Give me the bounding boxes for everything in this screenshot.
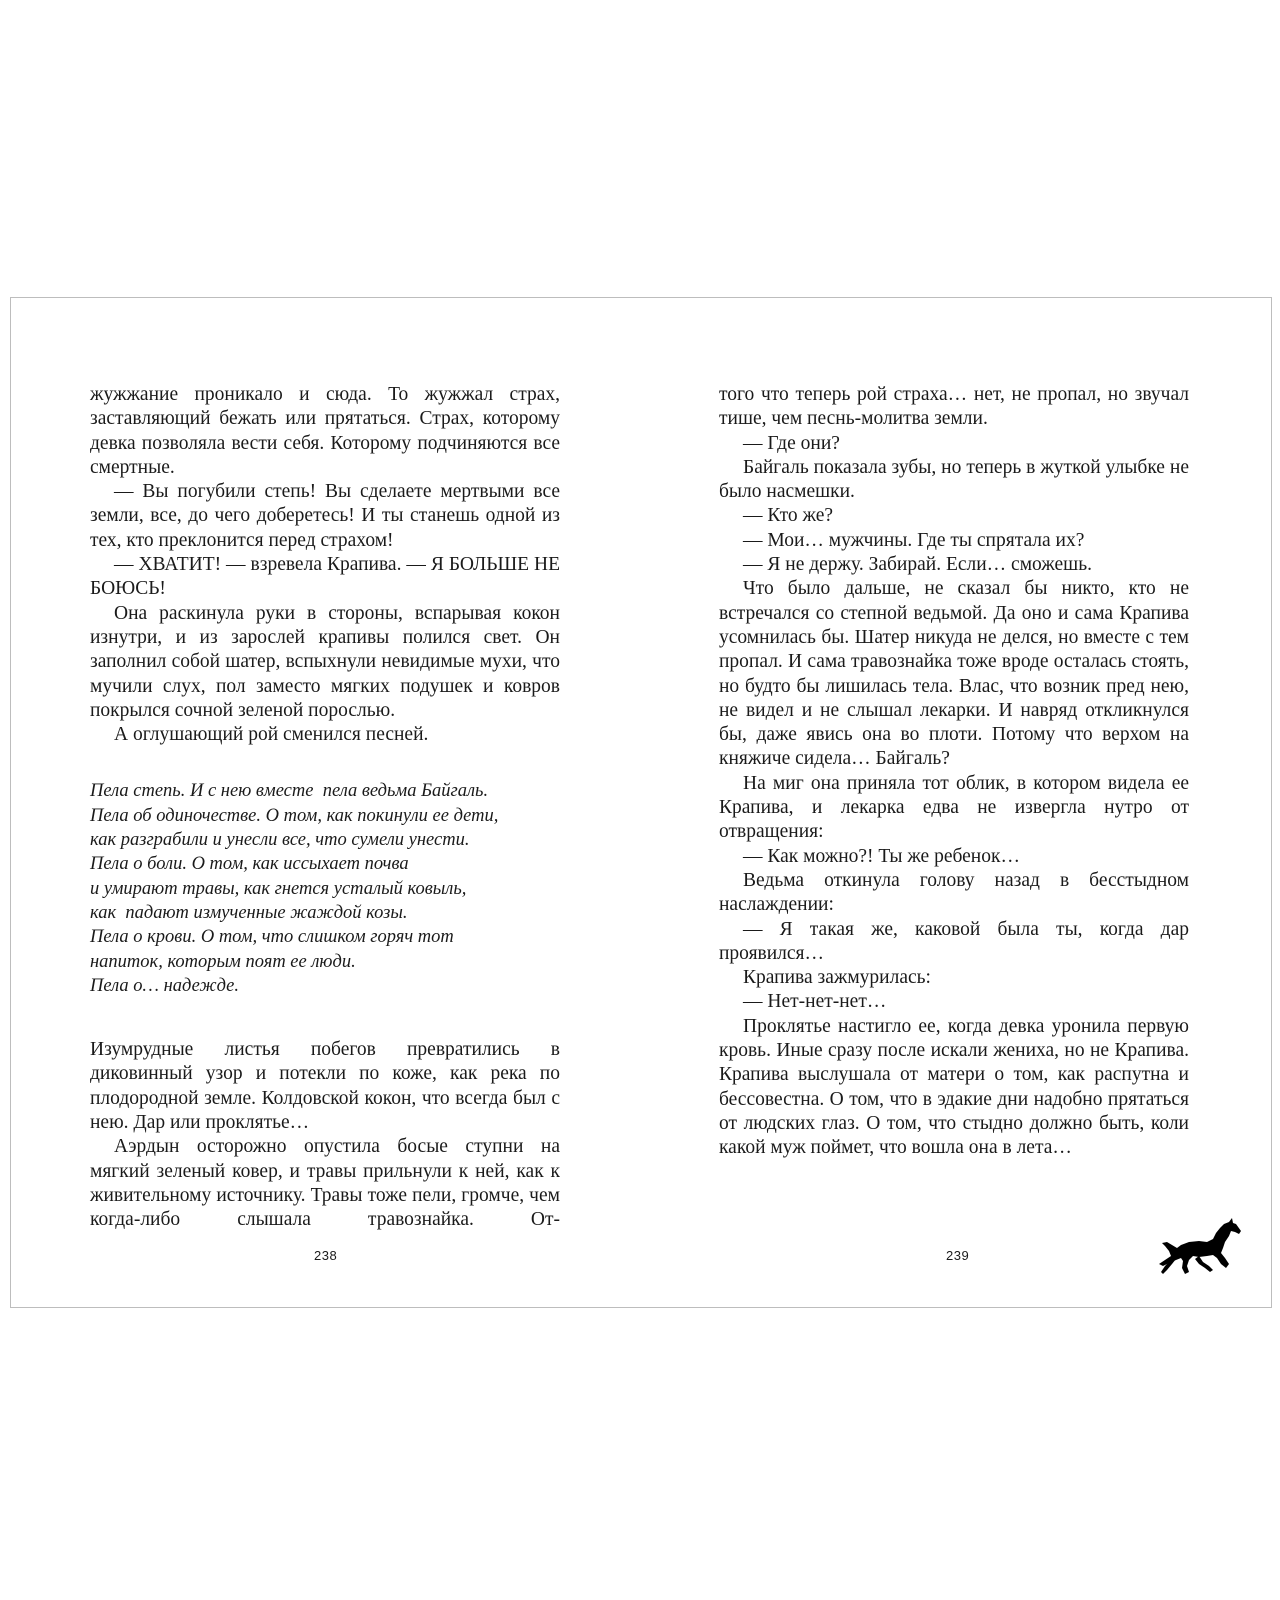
poem-line: Пела о боли. О том, как иссыхает почва: [90, 854, 409, 875]
paragraph: На миг она приняла тот облик, в котором видела ее Крапива, и лекарка едва не извергла нутро от отвращения:: [719, 772, 1189, 843]
paragraph: — Где они?: [743, 432, 840, 454]
paragraph: Что было дальше, не сказал бы никто, кто не встречался со степной ведьмой. Да оно и сама Крапива усомнилась бы. Шатер никуда не делся, но вместе с тем пропал. И сама травознайка тоже вроде осталась стоять, но будто бы лишилась тела. Влас, что возник пред нею, не видел и не слышал лекарки. И навряд откликнулся бы, даже явись она во плоти. Потому что верхом на княжиче сидела… Байгаль?: [719, 578, 1189, 770]
paragraph: — ХВАТИТ! — взревела Крапива. — Я БОЛЬШЕ НЕ БОЮСЬ!: [90, 554, 560, 600]
paragraph: Она раскинула руки в стороны, вспарывая кокон изнутри, и из зарослей крапивы полился свет. Он заполнил собой шатер, вспыхнули невидимые мухи, что мучили слух, пол заместо мягких подушек и ковров покрылся сочной зеленой порослью.: [90, 602, 560, 721]
paragraph: — Как можно?! Ты же ребенок…: [743, 845, 1020, 867]
poem-line: Пела о крови. О том, что слишком горяч тот: [90, 927, 454, 948]
paragraph: Байгаль показала зубы, но теперь в жуткой улыбке не было насмешки.: [719, 456, 1189, 503]
right-page: [719, 383, 1189, 1161]
paragraph: Ведьма откинула голову назад в бесстыдном наслаждении:: [719, 869, 1189, 916]
poem-line: как разграбили и унесли все, что сумели унести.: [90, 830, 470, 851]
poem-block: [90, 779, 560, 998]
poem-line: как падают измученные жаждой козы.: [90, 902, 408, 923]
horse-icon: [1159, 1218, 1243, 1278]
paragraph: Крапива зажмурилась:: [743, 967, 931, 989]
left-page: [90, 383, 560, 1233]
paragraph: Аэрдын осторожно опустила босые ступни на мягкий зеленый ковер, и травы прильнули к ней, как к живительному источнику. Травы тоже пели, громче, чем когда-либо слышала травознайка. От-: [90, 1136, 560, 1231]
paragraph: — Нет-нет-нет…: [743, 991, 887, 1013]
paragraph: Проклятье настигло ее, когда девка уронила первую кровь. Иные сразу после искали жениха, но не Крапива. Крапива выслушала от матери о том, как распутна и бессовестна. О том, что в эдакие дни надобно прятаться от людских глаз. О том, что стыдно должно быть, коли какой муж поймет, что вошла она в лета…: [719, 1015, 1189, 1159]
paragraph: А оглушающий рой сменился песней.: [114, 724, 429, 746]
book-spread: [10, 297, 1272, 1308]
paragraph: Изумрудные листья побегов превратились в диковинный узор и потекли по коже, как река по плодородной земле. Колдовской кокон, что всегда был с нею. Дар или проклятье…: [90, 1039, 560, 1134]
paragraph: — Я такая же, каковой была ты, когда дар проявился…: [719, 918, 1189, 964]
poem-line: Пела степь. И с нею вместе пела ведьма Байгаль.: [90, 781, 489, 802]
poem-line: Пела об одиночестве. О том, как покинули ее дети,: [90, 805, 499, 826]
paragraph: — Мои… мужчины. Где ты спрятала их?: [743, 529, 1085, 551]
page-number-left: 238: [314, 1248, 338, 1263]
paragraph: — Кто же?: [743, 505, 834, 527]
poem-line: Пела о… надежде.: [90, 975, 239, 996]
paragraph: жужжание проникало и сюда. То жужжал страх, заставляющий бежать или прятаться. Страх, которому девка позволяла вести себя. Которому подчиняются все смертные.: [90, 384, 560, 478]
poem-line: и умирают травы, как гнется усталый ковыль,: [90, 878, 467, 899]
paragraph: — Вы погубили степь! Вы сделаете мертвыми все земли, все, до чего доберетесь! И ты станешь одной из тех, кто преклонится перед страхом!: [90, 481, 560, 551]
page-number-right: 239: [946, 1248, 970, 1263]
paragraph: того что теперь рой страха… нет, не пропал, но звучал тише, чем песнь-молитва земли.: [719, 384, 1189, 430]
poem-line: напиток, которым поят ее люди.: [90, 951, 356, 972]
paragraph: — Я не держу. Забирай. Если… сможешь.: [743, 554, 1092, 576]
